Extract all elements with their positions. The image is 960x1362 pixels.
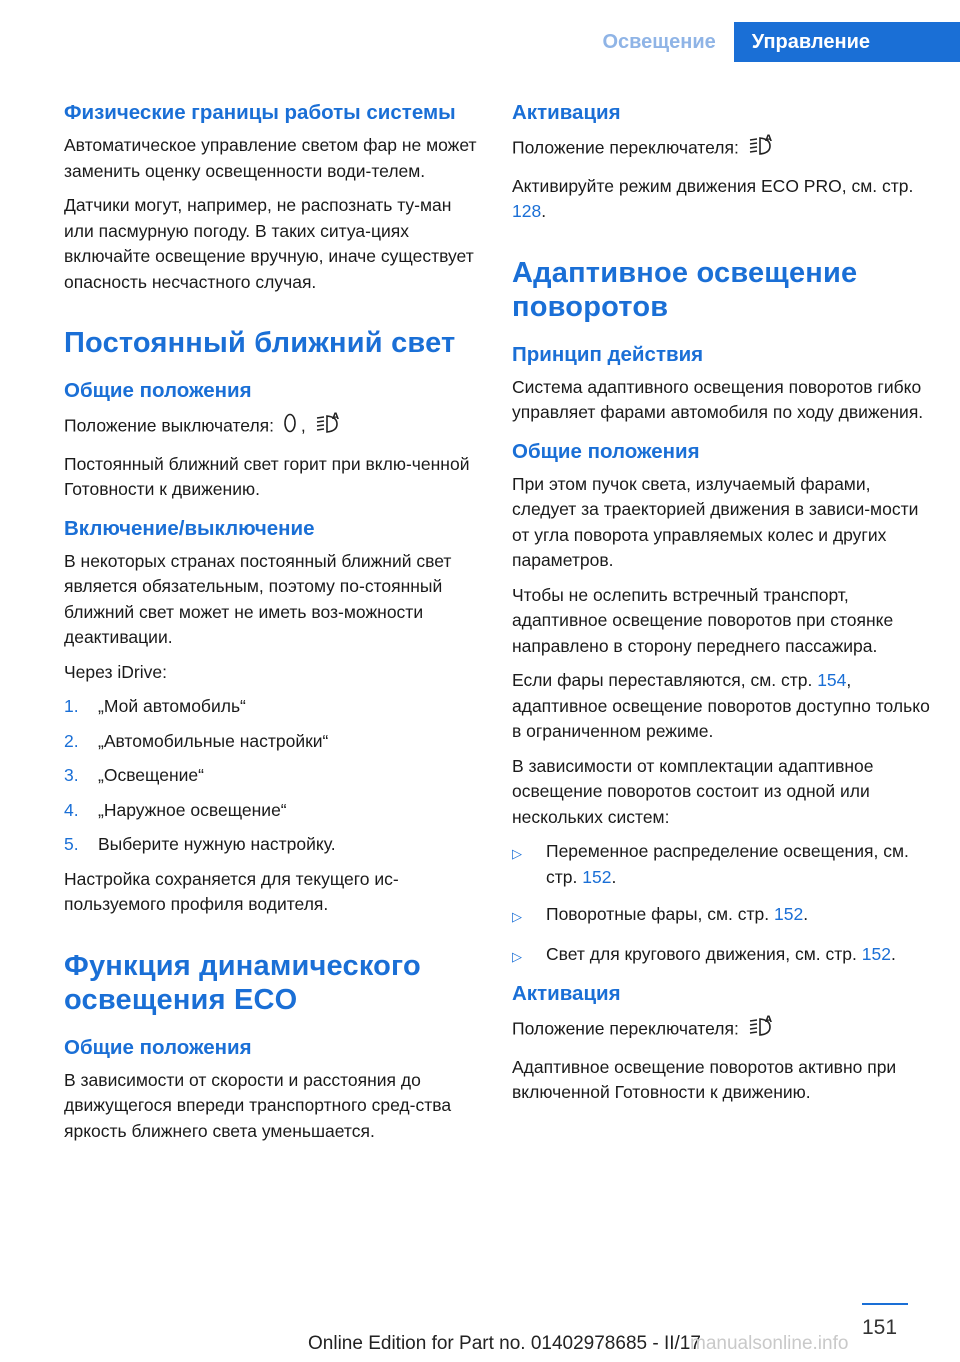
paragraph: Автоматическое управление светом фар не может заменить оценку освещенности води-телем. — [64, 135, 477, 181]
auto-headlight-icon — [748, 133, 774, 165]
list-item-text: Свет для кругового движения, см. стр. 152. — [546, 943, 896, 964]
systems-list — [512, 839, 932, 969]
step-number: 2. — [64, 730, 79, 751]
light-off-icon — [283, 412, 297, 442]
paragraph: В некоторых странах постоянный ближний свет является обязательным, поэтому по-стоянный ближний свет может не иметь воз-можности деактивации. — [64, 550, 452, 647]
step-number: 5. — [64, 834, 79, 854]
paragraph-text: Положение переключателя: — [512, 137, 739, 158]
paragraph: В зависимости от комплектации адаптивное освещение поворотов состоит из одной или нескольких систем: — [512, 755, 874, 827]
step-text: Выберите нужную настройку. — [98, 834, 336, 854]
bullet-triangle-icon: ▷ — [512, 948, 522, 964]
page-link[interactable]: 152 — [773, 904, 804, 924]
idrive-steps — [64, 694, 480, 858]
page-link[interactable]: 154 — [817, 670, 847, 690]
paragraph-text: Положение выключателя: — [64, 415, 275, 436]
list-item-text: Поворотные фары, см. стр. 152. — [546, 904, 809, 924]
paragraph: Настройка сохраняется для текущего ис-пользуемого профиля водителя. — [64, 868, 399, 914]
paragraph: Датчики могут, например, не распознать ту-ман или пасмурную погоду. В таких ситуа-циях включайте освещение вручную, иначе существует опасность несчастного случая. — [64, 195, 474, 292]
step-text: „Наружное освещение“ — [98, 799, 287, 820]
list-item — [64, 694, 480, 720]
paragraph: Система адаптивного освещения поворотов гибко управляет фарами автомобиля по ходу движения. — [512, 376, 924, 422]
paragraph: Адаптивное освещение поворотов активно при включенной Готовности к движению. — [512, 1056, 897, 1102]
paragraph: Чтобы не ослепить встречный транспорт, адаптивное освещение поворотов при стоянке направлено в сторону переднего пассажира. — [512, 584, 894, 656]
tab-lighting[interactable]: Освещение — [602, 30, 716, 53]
svg-text:A: A — [764, 134, 772, 144]
step-number: 1. — [64, 696, 79, 716]
bullet-triangle-icon: ▷ — [512, 909, 522, 924]
switch-position-paragraph — [64, 411, 480, 443]
heading-daytime-running-light: Постоянный ближний свет — [64, 327, 456, 359]
paragraph-text: Положение переключателя: — [512, 1018, 739, 1039]
svg-text:A: A — [764, 1015, 772, 1025]
paragraph: В зависимости от скорости и расстояния до движущегося впереди транспортного сред-ства яркость ближнего света уменьшается. — [64, 1069, 452, 1141]
page-link[interactable]: 152 — [861, 943, 891, 964]
header-tabs — [602, 22, 960, 62]
section-title-activation: Активация — [512, 982, 621, 1005]
list-item — [512, 902, 932, 930]
page-number: 151 — [862, 1316, 898, 1339]
heading-eco-lighting: Функция динамического освещения ECO — [64, 949, 421, 1016]
section-title-general: Общие положения — [512, 439, 700, 463]
paragraph-text: Если фары переставляются, см. стр. — [512, 670, 813, 690]
auto-headlight-icon — [748, 1014, 774, 1046]
switch-position-paragraph — [512, 133, 932, 165]
paragraph: Через iDrive: — [64, 661, 167, 682]
watermark: manualsonline.info — [690, 1333, 849, 1354]
paragraph-text: , адаптивное освещение поворотов доступно только в ограниченном режиме. — [512, 670, 930, 741]
section-title-general: Общие положения — [64, 379, 252, 402]
step-number: 3. — [64, 765, 79, 785]
heading-adaptive-cornering: Адаптивное освещение поворотов — [512, 256, 858, 323]
paragraph — [512, 174, 932, 225]
step-number: 4. — [64, 799, 79, 820]
tab-controls[interactable]: Управление — [734, 22, 960, 62]
list-item — [64, 729, 480, 755]
step-text: „Освещение“ — [98, 765, 204, 785]
bullet-triangle-icon: ▷ — [512, 846, 522, 861]
list-item-text: Переменное распределение освещения, см. стр. 152. — [546, 841, 909, 887]
step-text: „Автомобильные настройки“ — [98, 730, 329, 751]
edition-label: Online Edition for Part no. 01402978685 - II/17 — [308, 1333, 701, 1354]
paragraph-text: . — [541, 201, 547, 221]
footer-rule — [862, 1303, 908, 1305]
list-item — [64, 763, 480, 789]
paragraph — [512, 668, 932, 745]
step-text: „Мой автомобиль“ — [98, 696, 246, 716]
section-title-activation: Активация — [512, 101, 621, 124]
svg-text:A: A — [331, 412, 339, 422]
paragraph: При этом пучок света, излучаемый фарами, следует за траекторией движения в зависи-мости от угла поворота управляемых колес и других параметров. — [512, 473, 919, 570]
list-item — [512, 839, 932, 890]
section-title-general: Общие положения — [64, 1035, 252, 1059]
separator: , — [300, 415, 306, 436]
list-item — [512, 942, 932, 970]
left-column — [64, 100, 480, 1153]
switch-position-paragraph — [512, 1014, 932, 1046]
section-title-principle: Принцип действия — [512, 342, 704, 366]
right-column — [512, 100, 932, 1115]
list-item — [64, 832, 480, 858]
list-item — [64, 798, 480, 824]
paragraph: Постоянный ближний свет горит при вклю-ченной Готовности к движению. — [64, 453, 470, 499]
section-title-on-off: Включение/выключение — [64, 516, 315, 540]
auto-headlight-icon — [315, 411, 341, 443]
page-link[interactable]: 152 — [582, 866, 612, 887]
paragraph-text: Активируйте режим движения ECO PRO, см. стр. — [512, 175, 914, 196]
section-title-system-limits: Физические границы работы системы — [64, 101, 456, 124]
page-link[interactable]: 128 — [512, 201, 542, 221]
